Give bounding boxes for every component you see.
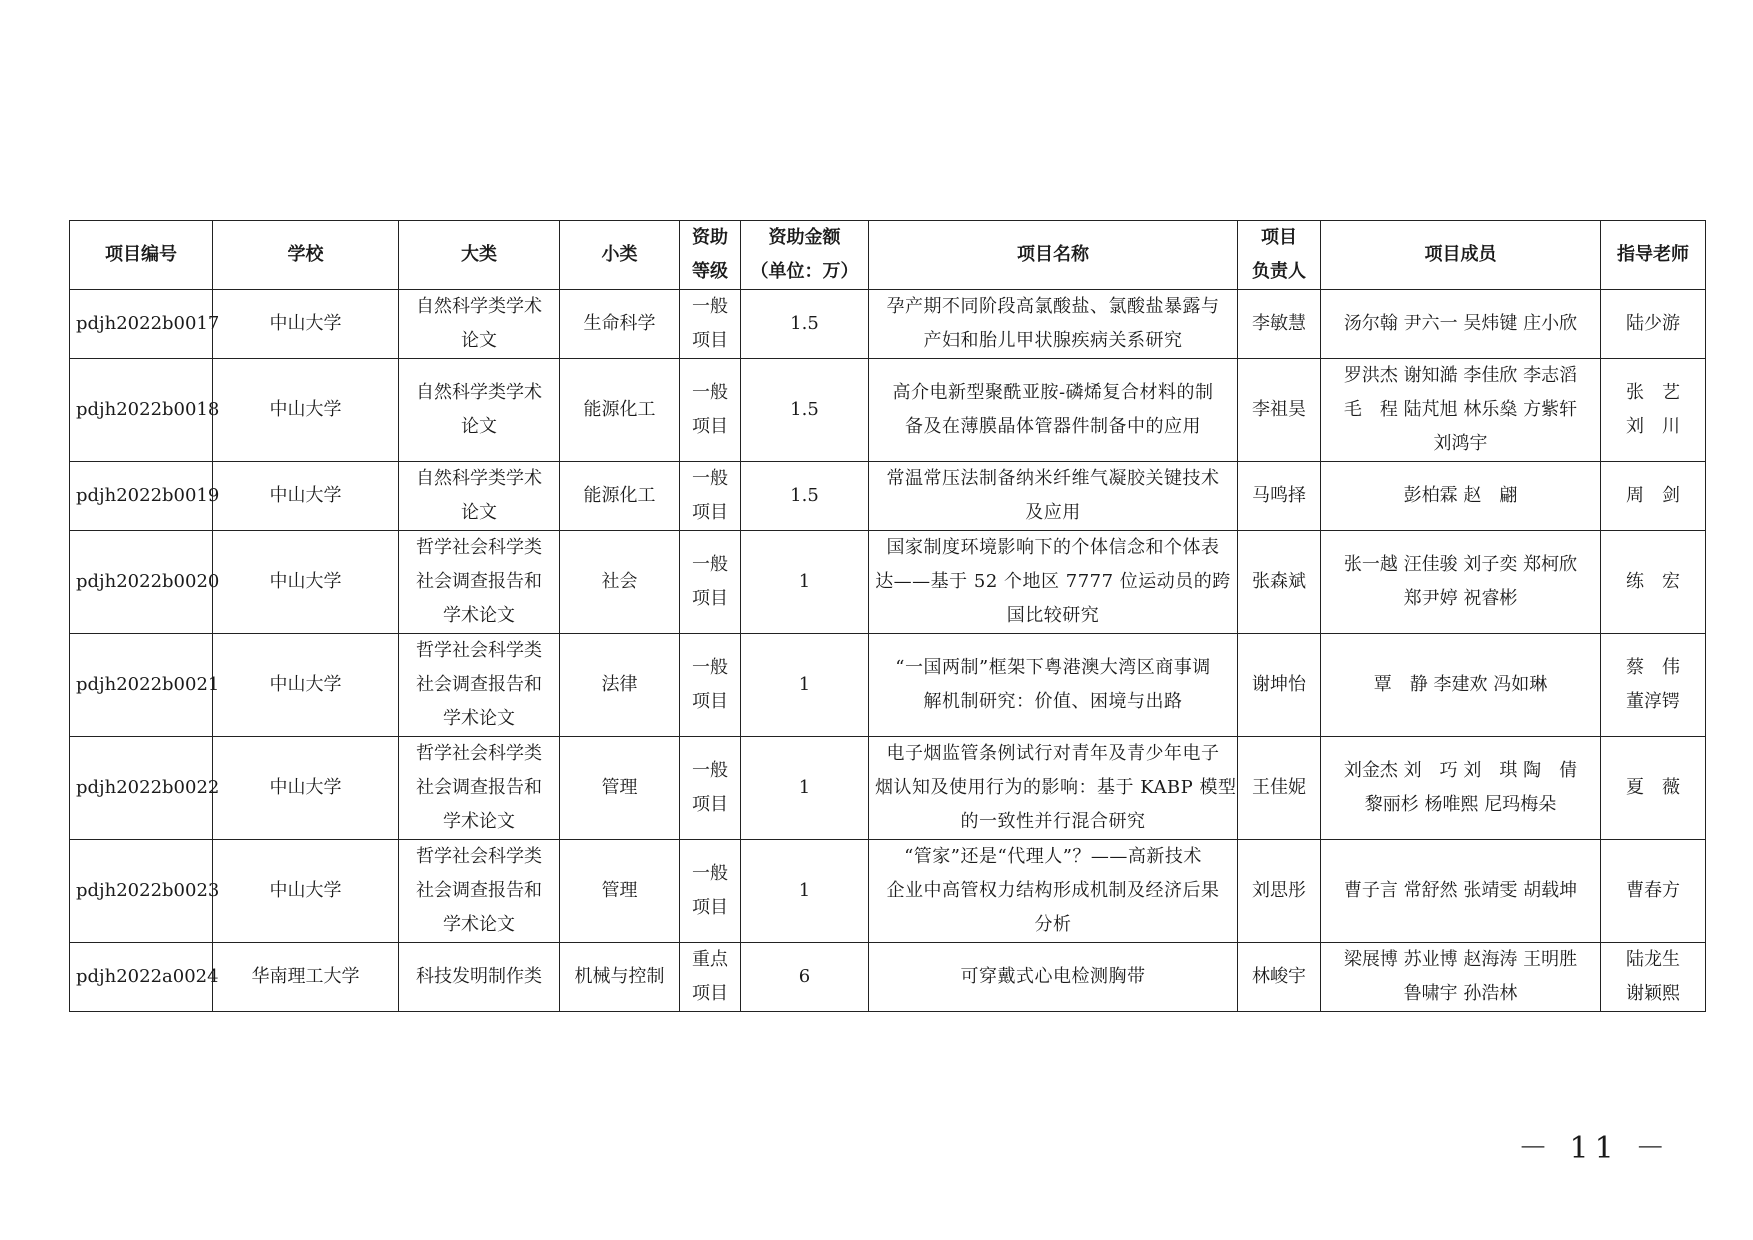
cell-category-line: 哲学社会科学类 bbox=[416, 743, 542, 764]
cell-members bbox=[1321, 531, 1601, 634]
cell-advisor bbox=[1601, 634, 1706, 737]
cell-members-line: 郑尹婷 祝睿彬 bbox=[1403, 588, 1518, 609]
project-funding-table bbox=[69, 220, 1706, 1012]
cell-subcategory-line: 生命科学 bbox=[583, 313, 656, 334]
cell-category bbox=[399, 840, 560, 943]
cell-category bbox=[399, 634, 560, 737]
cell-category bbox=[399, 737, 560, 840]
cell-category bbox=[399, 359, 560, 462]
cell-subcategory bbox=[560, 462, 680, 531]
cell-project-name-line: “一国两制”框架下粤港澳大湾区商事调 bbox=[895, 657, 1211, 678]
cell-category bbox=[399, 462, 560, 531]
cell-members bbox=[1321, 737, 1601, 840]
header-label: 学校 bbox=[287, 244, 324, 265]
header-advisor bbox=[1601, 221, 1706, 290]
table-row bbox=[70, 634, 1706, 737]
cell-project-name bbox=[869, 531, 1238, 634]
header-label: 负责人 bbox=[1252, 261, 1306, 282]
cell-advisor bbox=[1601, 462, 1706, 531]
cell-advisor-line: 夏 薇 bbox=[1626, 777, 1680, 798]
table-row bbox=[70, 943, 1706, 1012]
header-level bbox=[680, 221, 741, 290]
cell-level bbox=[680, 737, 741, 840]
cell-members-line: 黎丽杉 杨唯熙 尼玛梅朵 bbox=[1364, 794, 1557, 815]
cell-subcategory-line: 能源化工 bbox=[583, 399, 656, 420]
header-label: 小类 bbox=[601, 244, 638, 265]
cell-project-name-line: 烟认知及使用行为的影响：基于 KABP 模型 bbox=[875, 777, 1237, 798]
cell-project-name bbox=[869, 840, 1238, 943]
cell-project-name-line: “管家”还是“代理人”？——高新技术 bbox=[904, 846, 1202, 867]
header-label: 大类 bbox=[461, 244, 497, 265]
cell-advisor-line: 董淳锷 bbox=[1626, 691, 1680, 712]
cell-level-line: 项目 bbox=[692, 588, 728, 609]
cell-project-id: pdjh2022b0018 bbox=[70, 359, 213, 462]
cell-level-line: 一般 bbox=[692, 760, 728, 781]
cell-school: 中山大学 bbox=[213, 290, 399, 359]
header-label: 项目 bbox=[1261, 227, 1297, 248]
cell-project-name bbox=[869, 737, 1238, 840]
cell-project-name-line: 可穿戴式心电检测胸带 bbox=[960, 966, 1146, 987]
cell-members-line: 罗洪杰 谢知澔 李佳欣 李志滔 bbox=[1343, 365, 1578, 386]
cell-leader: 李敏慧 bbox=[1238, 290, 1321, 359]
cell-members-line: 梁展博 苏业博 赵海涛 王明胜 bbox=[1343, 949, 1578, 970]
cell-level-line: 一般 bbox=[692, 863, 728, 884]
cell-advisor-line: 张 艺 bbox=[1626, 382, 1680, 403]
cell-category-line: 社会调查报告和 bbox=[416, 880, 542, 901]
header-label: （单位：万） bbox=[750, 261, 859, 282]
cell-amount: 1 bbox=[741, 531, 869, 634]
cell-amount: 1.5 bbox=[741, 462, 869, 531]
cell-level-line: 一般 bbox=[692, 554, 728, 575]
header-amount bbox=[741, 221, 869, 290]
cell-subcategory-line: 社会 bbox=[601, 571, 638, 592]
cell-subcategory-line: 管理 bbox=[601, 880, 638, 901]
cell-category-line: 科技发明制作类 bbox=[416, 966, 542, 987]
cell-project-name-line: 孕产期不同阶段高氯酸盐、氯酸盐暴露与 bbox=[886, 296, 1220, 317]
cell-subcategory-line: 机械与控制 bbox=[574, 966, 665, 987]
cell-project-id: pdjh2022b0020 bbox=[70, 531, 213, 634]
cell-subcategory bbox=[560, 290, 680, 359]
cell-project-name bbox=[869, 462, 1238, 531]
cell-level bbox=[680, 462, 741, 531]
cell-subcategory bbox=[560, 531, 680, 634]
cell-project-name-line: 解机制研究：价值、困境与出路 bbox=[923, 691, 1183, 712]
cell-category-line: 自然科学类学术 bbox=[416, 382, 542, 403]
table-row bbox=[70, 531, 1706, 634]
cell-subcategory bbox=[560, 634, 680, 737]
cell-leader: 林峻宇 bbox=[1238, 943, 1321, 1012]
cell-members-line: 毛 程 陆芃旭 林乐燊 方紫轩 bbox=[1343, 399, 1578, 420]
cell-members-line: 刘金杰 刘 巧 刘 琪 陶 倩 bbox=[1343, 760, 1578, 781]
cell-advisor bbox=[1601, 531, 1706, 634]
cell-school: 华南理工大学 bbox=[213, 943, 399, 1012]
cell-level-line: 重点 bbox=[692, 949, 728, 970]
cell-project-name-line: 常温常压法制备纳米纤维气凝胶关键技术 bbox=[886, 468, 1220, 489]
cell-category bbox=[399, 290, 560, 359]
cell-subcategory-line: 法律 bbox=[601, 674, 638, 695]
header-leader bbox=[1238, 221, 1321, 290]
cell-project-name bbox=[869, 634, 1238, 737]
cell-subcategory bbox=[560, 943, 680, 1012]
cell-level-line: 一般 bbox=[692, 657, 728, 678]
cell-project-name-line: 高介电新型聚酰亚胺-磷烯复合材料的制 bbox=[892, 382, 1214, 403]
cell-level bbox=[680, 359, 741, 462]
table-row bbox=[70, 737, 1706, 840]
cell-members-line: 鲁啸宇 孙浩林 bbox=[1403, 983, 1518, 1004]
cell-advisor-line: 陆少游 bbox=[1626, 313, 1680, 334]
cell-category-line: 哲学社会科学类 bbox=[416, 537, 542, 558]
cell-level-line: 项目 bbox=[692, 897, 728, 918]
cell-leader: 谢坤怡 bbox=[1238, 634, 1321, 737]
cell-level-line: 项目 bbox=[692, 983, 728, 1004]
header-subcategory bbox=[560, 221, 680, 290]
cell-category-line: 社会调查报告和 bbox=[416, 571, 542, 592]
cell-members bbox=[1321, 462, 1601, 531]
table-body bbox=[70, 290, 1706, 1012]
cell-level-line: 一般 bbox=[692, 382, 728, 403]
cell-school: 中山大学 bbox=[213, 737, 399, 840]
cell-category-line: 论文 bbox=[461, 330, 497, 351]
cell-category-line: 论文 bbox=[461, 502, 497, 523]
header-members bbox=[1321, 221, 1601, 290]
cell-category-line: 论文 bbox=[461, 416, 497, 437]
cell-category-line: 社会调查报告和 bbox=[416, 777, 542, 798]
cell-members-line: 张一越 汪佳骏 刘子奕 郑柯欣 bbox=[1343, 554, 1578, 575]
table-header-row bbox=[70, 221, 1706, 290]
cell-amount: 1 bbox=[741, 634, 869, 737]
cell-category bbox=[399, 943, 560, 1012]
cell-leader: 张森斌 bbox=[1238, 531, 1321, 634]
table-row bbox=[70, 290, 1706, 359]
cell-category-line: 学术论文 bbox=[443, 708, 515, 729]
cell-category-line: 哲学社会科学类 bbox=[416, 846, 542, 867]
cell-project-name-line: 电子烟监管条例试行对青年及青少年电子 bbox=[886, 743, 1220, 764]
cell-project-name-line: 国比较研究 bbox=[1006, 605, 1100, 626]
cell-project-name bbox=[869, 359, 1238, 462]
cell-school: 中山大学 bbox=[213, 462, 399, 531]
cell-members-line: 曹子言 常舒然 张靖雯 胡载坤 bbox=[1343, 880, 1578, 901]
cell-project-name-line: 达——基于 52 个地区 7777 位运动员的跨 bbox=[875, 571, 1231, 592]
cell-advisor-line: 周 剑 bbox=[1626, 485, 1680, 506]
cell-advisor-line: 谢颖熙 bbox=[1626, 983, 1680, 1004]
cell-category bbox=[399, 531, 560, 634]
cell-project-id: pdjh2022b0022 bbox=[70, 737, 213, 840]
cell-school: 中山大学 bbox=[213, 634, 399, 737]
cell-project-name bbox=[869, 290, 1238, 359]
cell-school: 中山大学 bbox=[213, 531, 399, 634]
cell-members-line: 汤尔翰 尹六一 吴炜键 庄小欣 bbox=[1343, 313, 1578, 334]
cell-amount: 1 bbox=[741, 737, 869, 840]
cell-project-name-line: 的一致性并行混合研究 bbox=[960, 811, 1146, 832]
cell-members-line: 彭柏霖 赵 翩 bbox=[1403, 485, 1518, 506]
cell-project-name-line: 分析 bbox=[1034, 914, 1072, 935]
table-row bbox=[70, 462, 1706, 531]
cell-level-line: 项目 bbox=[692, 330, 728, 351]
cell-advisor bbox=[1601, 737, 1706, 840]
cell-leader: 王佳妮 bbox=[1238, 737, 1321, 840]
cell-members bbox=[1321, 943, 1601, 1012]
cell-level-line: 一般 bbox=[692, 296, 728, 317]
cell-school: 中山大学 bbox=[213, 359, 399, 462]
cell-project-id: pdjh2022a0024 bbox=[70, 943, 213, 1012]
header-school bbox=[213, 221, 399, 290]
cell-advisor bbox=[1601, 290, 1706, 359]
cell-advisor-line: 曹春方 bbox=[1626, 880, 1680, 901]
header-label: 项目成员 bbox=[1424, 244, 1497, 265]
cell-advisor-line: 刘 川 bbox=[1626, 416, 1680, 437]
cell-category-line: 自然科学类学术 bbox=[416, 296, 542, 317]
cell-subcategory-line: 能源化工 bbox=[583, 485, 656, 506]
table-row bbox=[70, 359, 1706, 462]
cell-leader: 马鸣择 bbox=[1238, 462, 1321, 531]
cell-project-name-line: 及应用 bbox=[1025, 502, 1081, 523]
cell-subcategory bbox=[560, 840, 680, 943]
cell-amount: 1.5 bbox=[741, 359, 869, 462]
cell-members-line: 覃 静 李建欢 冯如琳 bbox=[1373, 674, 1548, 695]
cell-project-name-line: 产妇和胎儿甲状腺疾病关系研究 bbox=[923, 330, 1183, 351]
cell-project-id: pdjh2022b0017 bbox=[70, 290, 213, 359]
cell-category-line: 社会调查报告和 bbox=[416, 674, 542, 695]
cell-category-line: 学术论文 bbox=[443, 605, 515, 626]
cell-leader: 刘思彤 bbox=[1238, 840, 1321, 943]
cell-subcategory-line: 管理 bbox=[601, 777, 638, 798]
header-label: 等级 bbox=[692, 261, 728, 282]
page-number: － 11 － bbox=[1518, 1131, 1672, 1166]
cell-amount: 6 bbox=[741, 943, 869, 1012]
cell-advisor bbox=[1601, 943, 1706, 1012]
cell-amount: 1 bbox=[741, 840, 869, 943]
header-label: 项目名称 bbox=[1017, 244, 1089, 265]
cell-category-line: 学术论文 bbox=[443, 914, 515, 935]
cell-subcategory bbox=[560, 359, 680, 462]
cell-level bbox=[680, 840, 741, 943]
table-row bbox=[70, 840, 1706, 943]
header-category bbox=[399, 221, 560, 290]
cell-members bbox=[1321, 359, 1601, 462]
cell-level-line: 项目 bbox=[692, 416, 728, 437]
cell-advisor-line: 蔡 伟 bbox=[1626, 657, 1680, 678]
cell-category-line: 学术论文 bbox=[443, 811, 515, 832]
cell-amount: 1.5 bbox=[741, 290, 869, 359]
header-project-name bbox=[869, 221, 1238, 290]
cell-level-line: 项目 bbox=[692, 794, 728, 815]
cell-members-line: 刘鸿宇 bbox=[1433, 433, 1488, 454]
cell-advisor bbox=[1601, 840, 1706, 943]
cell-school: 中山大学 bbox=[213, 840, 399, 943]
cell-members bbox=[1321, 634, 1601, 737]
cell-category-line: 哲学社会科学类 bbox=[416, 640, 542, 661]
header-project-id bbox=[70, 221, 213, 290]
cell-level bbox=[680, 531, 741, 634]
cell-members bbox=[1321, 840, 1601, 943]
cell-level-line: 项目 bbox=[692, 502, 728, 523]
cell-category-line: 自然科学类学术 bbox=[416, 468, 542, 489]
header-label: 指导老师 bbox=[1617, 244, 1689, 265]
cell-project-name bbox=[869, 943, 1238, 1012]
cell-level bbox=[680, 943, 741, 1012]
cell-project-name-line: 国家制度环境影响下的个体信念和个体表 bbox=[886, 537, 1220, 558]
cell-level bbox=[680, 290, 741, 359]
cell-project-id: pdjh2022b0021 bbox=[70, 634, 213, 737]
cell-advisor-line: 陆龙生 bbox=[1626, 949, 1680, 970]
cell-project-name-line: 企业中高管权力结构形成机制及经济后果 bbox=[886, 880, 1220, 901]
header-label: 项目编号 bbox=[105, 244, 177, 265]
cell-project-id: pdjh2022b0023 bbox=[70, 840, 213, 943]
cell-project-name-line: 备及在薄膜晶体管器件制备中的应用 bbox=[905, 416, 1201, 437]
cell-members bbox=[1321, 290, 1601, 359]
cell-level-line: 项目 bbox=[692, 691, 728, 712]
cell-level bbox=[680, 634, 741, 737]
cell-advisor-line: 练 宏 bbox=[1626, 571, 1680, 592]
cell-project-id: pdjh2022b0019 bbox=[70, 462, 213, 531]
cell-leader: 李祖昊 bbox=[1238, 359, 1321, 462]
header-label: 资助金额 bbox=[768, 227, 841, 248]
cell-advisor bbox=[1601, 359, 1706, 462]
cell-subcategory bbox=[560, 737, 680, 840]
header-label: 资助 bbox=[692, 227, 728, 248]
cell-level-line: 一般 bbox=[692, 468, 728, 489]
